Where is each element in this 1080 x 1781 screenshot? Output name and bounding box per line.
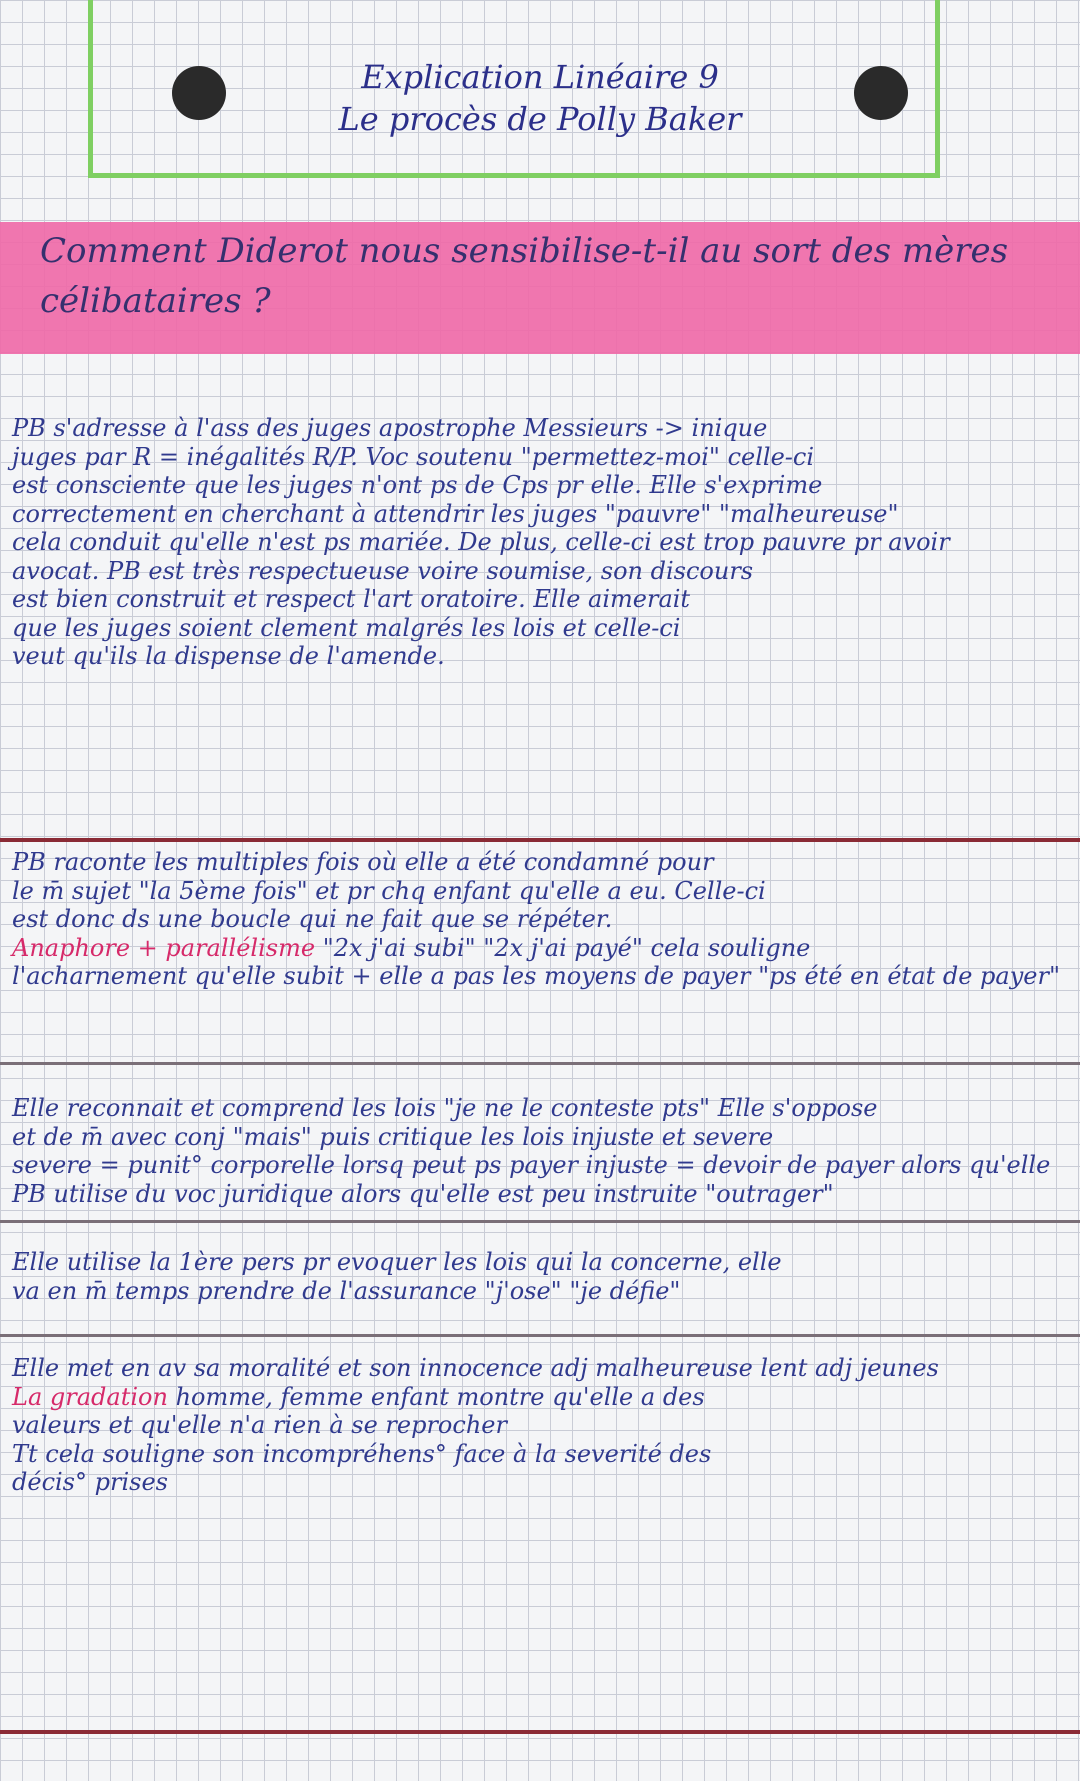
problem-question: Comment Diderot nous sensibilise-t-il au sort des mères célibataires ? [40, 231, 1009, 321]
note-line: juges par R = inégalités R/P. Voc soutenu "permettez-moi" celle-ci [12, 442, 814, 471]
paragraph-2 [12, 848, 1072, 991]
note-line: severe = punit° corporelle lorsq peut ps payer injuste = devoir de payer alors qu'elle [12, 1151, 1051, 1179]
bottom-divider [0, 1730, 1080, 1734]
note-line: PB utilise du voc juridique alors qu'elle est peu instruite "outrager" [12, 1179, 834, 1208]
section-divider [0, 1334, 1080, 1337]
note-line: Elle reconnait et comprend les lois "je ne le conteste pts" Elle s'oppose [12, 1094, 878, 1122]
note-line: l'acharnement qu'elle subit + elle a pas les moyens de payer "ps été en état de payer" [12, 962, 1060, 990]
figure-of-speech-label: Anaphore + parallélisme [12, 933, 316, 962]
figure-of-speech-label: La gradation [12, 1382, 168, 1411]
note-line: avocat. PB est très respectueuse voire soumise, son discours [12, 556, 754, 585]
note-line: va en m̄ temps prendre de l'assurance "j'ose" "je défie" [12, 1276, 681, 1305]
note-line: PB s'adresse à l'ass des juges apostrophe Messieurs -> inique [12, 414, 768, 442]
page-subtitle: Le procès de Polly Baker [338, 100, 742, 138]
page-title: Explication Linéaire 9 [361, 58, 719, 96]
note-line: est donc ds une boucle qui ne fait que se répéter. [12, 905, 613, 933]
note-line: Tt cela souligne son incompréhens° face à la severité des [12, 1439, 712, 1468]
section-divider [0, 1062, 1080, 1065]
note-line: décis° prises [12, 1468, 168, 1496]
note-line: La gradation homme, femme enfant montre qu'elle a des [12, 1382, 705, 1411]
section-divider [0, 1220, 1080, 1223]
paragraph-1 [12, 414, 1072, 671]
note-line: correctement en cherchant à attendrir les juges "pauvre" "malheureuse" [12, 499, 899, 528]
note-line: valeurs et qu'elle n'a rien à se reprocher [12, 1411, 507, 1439]
paragraph-3 [12, 1094, 1072, 1208]
note-line: Elle met en av sa moralité et son innocence adj malheureuse lent adj jeunes [12, 1354, 939, 1382]
note-line: Elle utilise la 1ère pers pr evoquer les lois qui la concerne, elle [12, 1248, 782, 1276]
note-line: PB raconte les multiples fois où elle a été condamné pour [12, 848, 714, 876]
note-line: Anaphore + parallélisme "2x j'ai subi" "2x j'ai payé" cela souligne [12, 933, 811, 962]
note-line: est consciente que les juges n'ont ps de Cps pr elle. Elle s'exprime [12, 471, 823, 499]
section-divider [0, 838, 1080, 842]
note-line: cela conduit qu'elle n'est ps mariée. De plus, celle-ci est trop pauvre pr avoir [12, 528, 950, 556]
note-line: est bien construit et respect l'art oratoire. Elle aimerait [12, 585, 691, 613]
note-line: que les juges soient clement malgrés les lois et celle-ci [12, 613, 681, 642]
note-line: veut qu'ils la dispense de l'amende. [12, 642, 445, 670]
note-line: le m̄ sujet "la 5ème fois" et pr chq enfant qu'elle a eu. Celle-ci [12, 876, 766, 905]
note-line: et de m̄ avec conj "mais" puis critique les lois injuste et severe [12, 1122, 774, 1151]
paragraph-5 [12, 1354, 1072, 1497]
paragraph-4 [12, 1248, 1072, 1305]
